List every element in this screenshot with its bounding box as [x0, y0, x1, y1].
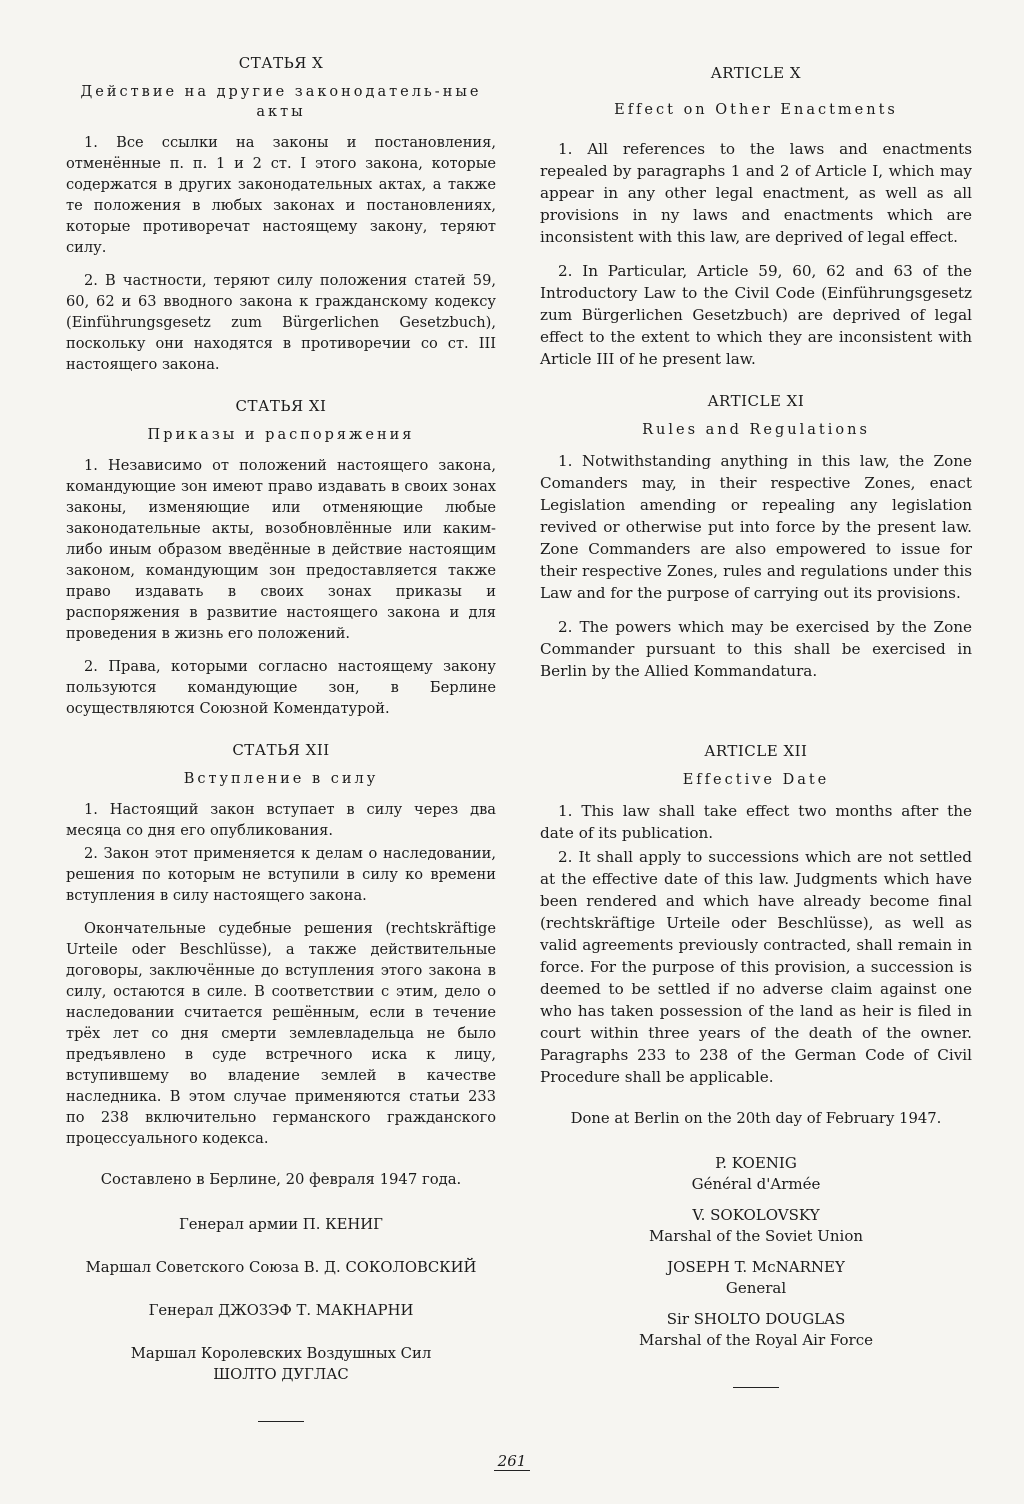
- ru-article-11: [66, 397, 496, 719]
- en-article-11-title: ARTICLE XI: [707, 392, 805, 410]
- ru-signature-douglas-title: Маршал Королевских Воздушных Сил: [130, 1345, 432, 1362]
- en-signature-sokolovsky-title: Marshal of the Soviet Union: [648, 1227, 864, 1245]
- en-article-12-subtitle: Effective Date: [682, 772, 830, 788]
- en-signature-koenig-name: P. KOENIG: [715, 1154, 797, 1172]
- ru-signature-mcnarney: Генерал ДЖОЗЭФ Т. МАКНАРНИ: [148, 1302, 414, 1319]
- en-article-12-paragraph-1: 1. This law shall take effect two months after the date of its publication.: [540, 802, 972, 842]
- en-article-11-subtitle: Rules and Regulations: [642, 422, 870, 438]
- en-place-date: Done at Berlin on the 20th day of February 1947.: [570, 1110, 942, 1127]
- en-article-10-paragraph-2: 2. In Particular, Article 59, 60, 62 and 63 of the Introductory Law to the Civil Code (Einführungsgesetz zum Bürgerlichen Gesetzbuch) are deprived of legal effect to the extent to which they are inconsistent with Article III of he present law.: [540, 262, 972, 368]
- en-signature-mcnarney: [540, 1257, 972, 1299]
- ru-signature-douglas: [66, 1343, 496, 1385]
- en-closing-rule: [733, 1387, 779, 1388]
- en-article-12-title: ARTICLE XII: [704, 742, 808, 760]
- en-article-10-paragraph-1: 1. All references to the laws and enactments repealed by paragraphs 1 and 2 of Article I, which may appear in any other legal enactment, as well as all provisions in ny laws and enactments which are inconsistent with this law, are deprived of legal effect.: [540, 140, 972, 246]
- ru-article-12-paragraph-2: 2. Закон этот применяется к делам о наследовании, решения по которым не вступили в силу ко времени вступления в силу настоящего закона.: [66, 845, 496, 904]
- en-article-12: [540, 742, 972, 1088]
- ru-article-12-paragraph-3: Окончательные судебные решения (rechtskräftige Urteile oder Beschlüsse), а также действительные договоры, заключённые до вступления этого закона в силу, остаются в силе. В соответствии с этим, дело о наследовании считается решённым, если в течение трёх лет со дня смерти землевладельца не было предъявлено в суде встречного иска к лицу, вступившему во владение землей в качестве наследника. В этом случае применяются статьи 233 по 238 включительно германского гражданского процессуального кодекса.: [66, 920, 496, 1147]
- ru-signature-douglas-name: ШОЛТО ДУГЛАС: [213, 1366, 349, 1383]
- en-spacer: [540, 704, 972, 742]
- english-column: [540, 54, 972, 1388]
- ru-article-10-paragraph-1: 1. Все ссылки на законы и постановления, отменённые п. п. 1 и 2 ст. I этого закона, которые содержатся в других законодательных актах, а также те положения в любых законах и постановлениях, которые противоречат настоящему закону, теряют силу.: [66, 134, 496, 256]
- ru-signature-sokolovsky: Маршал Советского Союза В. Д. СОКОЛОВСКИЙ: [85, 1259, 477, 1276]
- en-signature-mcnarney-name: JOSEPH T. McNARNEY: [667, 1258, 845, 1276]
- en-signature-sokolovsky: [540, 1205, 972, 1247]
- ru-article-11-subtitle: Приказы и распоряжения: [147, 427, 415, 443]
- en-signature-douglas-title: Marshal of the Royal Air Force: [639, 1331, 873, 1349]
- en-article-11-paragraph-2: 2. The powers which may be exercised by the Zone Commander pursuant to this shall be exercised in Berlin by the Allied Kommandatura.: [540, 618, 972, 680]
- ru-place-date: Составлено в Берлине, 20 февраля 1947 года.: [100, 1171, 462, 1188]
- ru-closing-rule: [258, 1421, 304, 1422]
- ru-article-12-paragraph-1: 1. Настоящий закон вступает в силу через два месяца со дня его опубликования.: [66, 801, 496, 839]
- en-article-11-paragraph-1: 1. Notwithstanding anything in this law, the Zone Comanders may, in their respective Zones, enact Legislation amending or repealing any legislation revived or otherwise put into force by the present law. Zone Commanders are also empowered to issue for their respective Zones, rules and regulations under this Law and for the purpose of carrying out its provisions.: [540, 452, 972, 602]
- ru-article-11-paragraph-2: 2. Права, которыми согласно настоящему закону пользуются командующие зон, в Берлине осуществляются Союзной Комендатурой.: [66, 658, 496, 717]
- ru-article-11-title: СТАТЬЯ XI: [235, 397, 327, 415]
- ru-article-12-subtitle: Вступление в силу: [183, 771, 379, 787]
- en-signature-douglas: [540, 1309, 972, 1351]
- ru-article-10-title: СТАТЬЯ X: [238, 54, 324, 72]
- ru-article-12-title: СТАТЬЯ XII: [232, 741, 330, 759]
- ru-article-10-paragraph-2: 2. В частности, теряют силу положения статей 59, 60, 62 и 63 вводного закона к гражданскому кодексу (Einführungsgesetz zum Bürgerlichen Gesetzbuch), поскольку они находятся в противоречии со ст. III настоящего закона.: [66, 272, 496, 373]
- russian-column: [66, 54, 496, 1422]
- en-article-10-title: ARTICLE X: [710, 64, 802, 82]
- en-signature-koenig: [540, 1153, 972, 1195]
- en-article-10-subtitle: Effect on Other Enactments: [614, 102, 898, 118]
- en-article-10: [540, 64, 972, 370]
- page-number-text: 261: [494, 1452, 531, 1471]
- ru-article-11-paragraph-1: 1. Независимо от положений настоящего закона, командующие зон имеют право издавать в своих зонах законы, изменяющие или отменяющие любые законодательные акты, возобновлённые или каким-либо иным образом введённые в действие настоящим законом, командующим зон предоставляется также право издавать в своих зонах приказы и распоряжения в развитие настоящего закона и для проведения в жизнь его положений.: [66, 457, 496, 642]
- ru-article-10-subtitle: Действие на другие законодатель-ные акты: [80, 84, 482, 120]
- ru-article-10: [66, 54, 496, 375]
- ru-article-12: [66, 741, 496, 1149]
- en-signature-mcnarney-title: General: [725, 1279, 787, 1297]
- en-signature-koenig-title: Général d'Armée: [691, 1175, 821, 1193]
- ru-signature-koenig: Генерал армии П. КЕНИГ: [179, 1216, 383, 1233]
- en-signature-sokolovsky-name: V. SOKOLOVSKY: [692, 1206, 820, 1224]
- page-number: [0, 1452, 1024, 1470]
- en-article-12-paragraph-2: 2. It shall apply to successions which are not settled at the effective date of this law. Judgments which have been rendered and which have already become final (rechtskräftige Urteile oder Beschlüsse), as well as valid agreements previously contracted, shall remain in force. For the purpose of this provision, a succession is deemed to be settled if no adverse claim against one who has taken possession of the land as heir is filed in court within three years of the death of the owner. Paragraphs 233 to 238 of the German Code of Civil Procedure shall be applicable.: [540, 848, 972, 1086]
- en-article-11: [540, 392, 972, 682]
- en-signature-douglas-name: Sir SHOLTO DOUGLAS: [666, 1310, 846, 1328]
